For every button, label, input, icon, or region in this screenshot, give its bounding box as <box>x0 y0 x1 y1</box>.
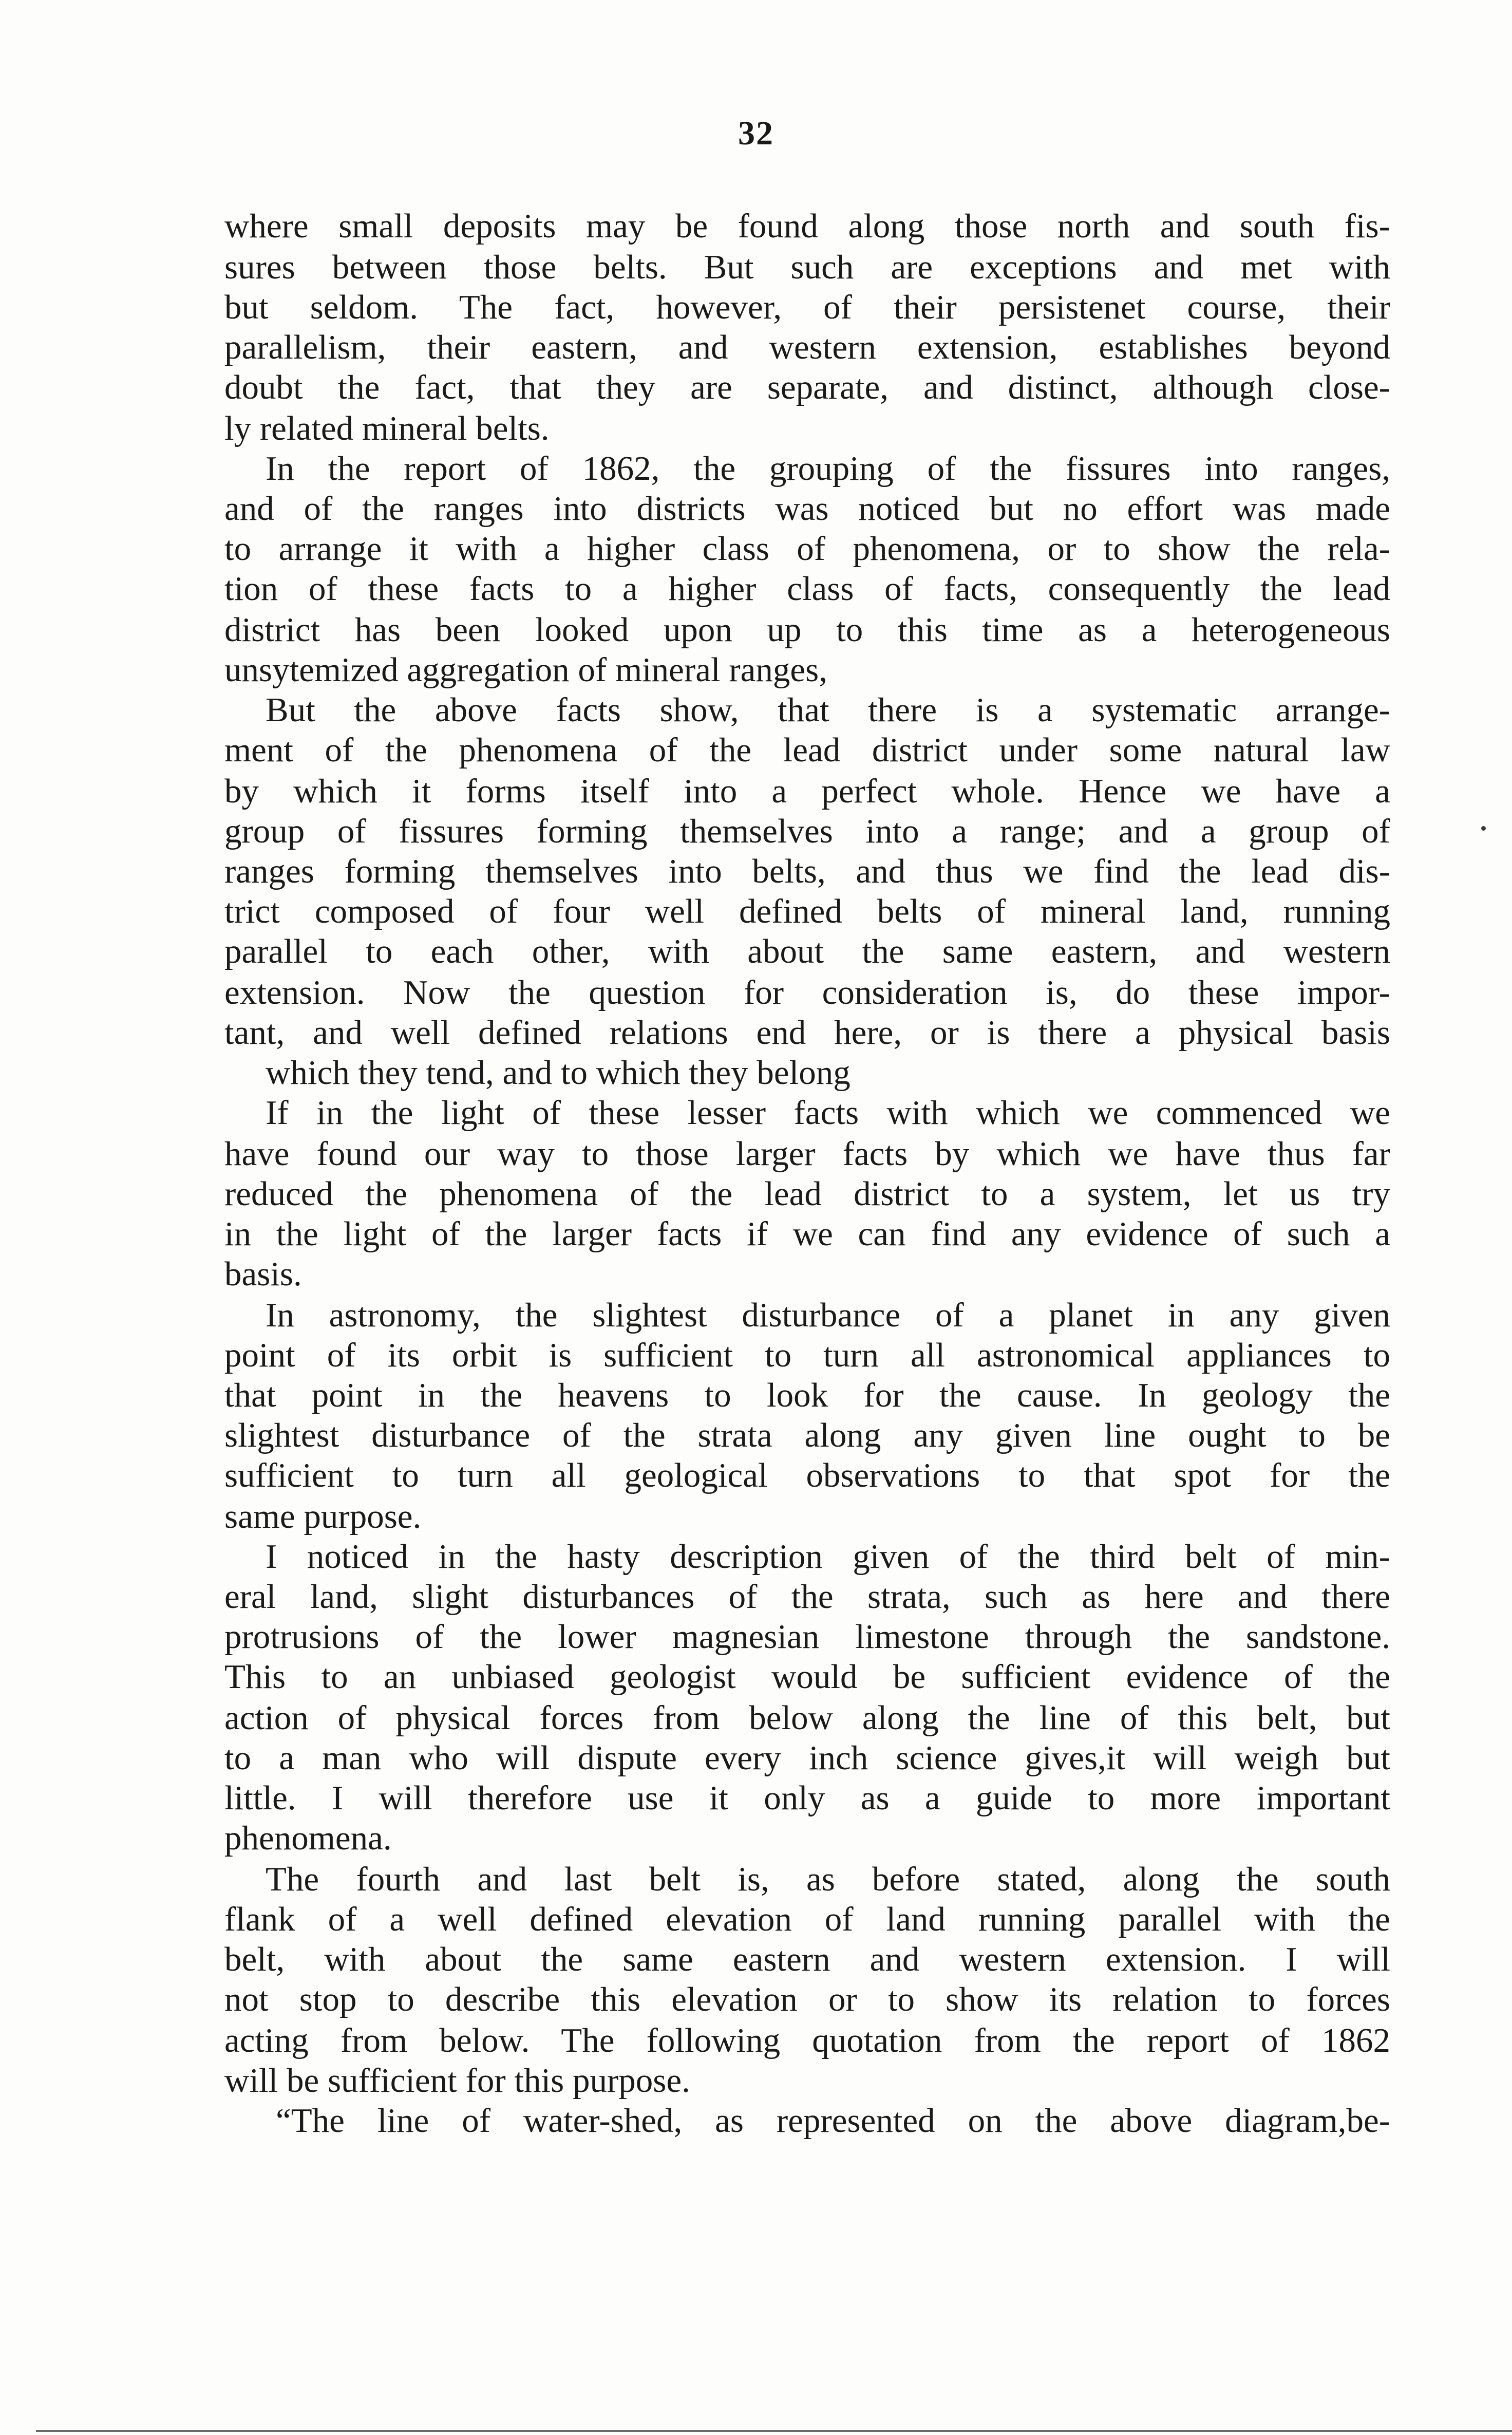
text-line: ment of the phenomena of the lead district under some natural law <box>224 731 1390 769</box>
text-line: tion of these facts to a higher class of facts, consequently the lead <box>224 570 1390 608</box>
text-line: that point in the heavens to look for the cause. In geology the <box>224 1376 1390 1414</box>
text-line: This to an unbiased geologist would be sufficient evidence of the <box>224 1658 1390 1696</box>
text-line: parallelism, their eastern, and western extension, establishes beyond <box>224 328 1390 366</box>
text-line: doubt the fact, that they are separate, and distinct, although close- <box>224 368 1390 406</box>
text-line: in the light of the larger facts if we can find any evidence of such a <box>224 1215 1390 1253</box>
paragraph-start-line: In the report of 1862, the grouping of the fissures into ranges, <box>266 449 1390 488</box>
paragraph-start-line: But the above facts show, that there is a systematic arrange- <box>266 691 1390 729</box>
text-line: tant, and well defined relations end here, or is there a physical basis <box>224 1014 1390 1052</box>
text-line: ly related mineral belts. <box>224 409 550 447</box>
text-line: flank of a well defined elevation of land running parallel with the <box>224 1900 1390 1938</box>
paragraph-start-line: I noticed in the hasty description given of the third belt of min- <box>266 1538 1390 1576</box>
paragraph-start-line: In astronomy, the slightest disturbance of a planet in any given <box>266 1296 1390 1334</box>
text-line: where small deposits may be found along those north and south fis- <box>224 207 1390 245</box>
text-line: trict composed of four well defined belts of mineral land, running <box>224 892 1390 930</box>
text-line: to a man who will dispute every inch science gives,it will weigh but <box>224 1739 1390 1777</box>
text-line: sufficient to turn all geological observations to that spot for the <box>224 1456 1390 1494</box>
text-line: group of fissures forming themselves into a range; and a group of <box>224 812 1390 850</box>
text-line: will be sufficient for this purpose. <box>224 2062 690 2100</box>
text-line: reduced the phenomena of the lead district to a system, let us try <box>224 1175 1390 1213</box>
page-number: 32 <box>738 115 774 152</box>
text-line: not stop to describe this elevation or to show its relation to forces <box>224 1980 1390 2018</box>
text-line: phenomena. <box>224 1819 392 1857</box>
text-line: little. I will therefore use it only as a guide to more important <box>224 1779 1390 1817</box>
text-line: extension. Now the question for consideration is, do these impor- <box>224 973 1390 1012</box>
text-line: but seldom. The fact, however, of their persistenet course, their <box>224 288 1390 326</box>
text-line: acting from below. The following quotation from the report of 1862 <box>224 2021 1390 2059</box>
text-line: to arrange it with a higher class of phenomena, or to show the rela- <box>224 530 1390 568</box>
text-line: and of the ranges into districts was noticed but no effort was made <box>224 490 1390 528</box>
text-line: which they tend, and to which they belong <box>266 1054 850 1092</box>
text-line: eral land, slight disturbances of the strata, such as here and there <box>224 1578 1390 1616</box>
paragraph-start-line: If in the light of these lesser facts with which we commenced we <box>266 1094 1390 1132</box>
paragraph-start-line: “The line of water-shed, as represented on the above diagram,be- <box>276 2102 1390 2140</box>
text-line: point of its orbit is sufficient to turn all astronomical appliances to <box>224 1336 1390 1374</box>
text-line: have found our way to those larger facts by which we have thus far <box>224 1135 1390 1173</box>
page-bottom-rule <box>36 2430 1512 2432</box>
text-line: sures between those belts. But such are exceptions and met with <box>224 248 1390 286</box>
paragraph-start-line: The fourth and last belt is, as before stated, along the south <box>266 1860 1390 1898</box>
text-line: protrusions of the lower magnesian limestone through the sandstone. <box>224 1618 1390 1656</box>
text-line: slightest disturbance of the strata along any given line ought to be <box>224 1416 1390 1454</box>
text-line: basis. <box>224 1255 302 1293</box>
text-line: parallel to each other, with about the same eastern, and western <box>224 932 1390 970</box>
text-line: belt, with about the same eastern and western extension. I will <box>224 1940 1390 1978</box>
text-line: by which it forms itself into a perfect whole. Hence we have a <box>224 772 1390 810</box>
text-line: district has been looked upon up to this time as a heterogeneous <box>224 611 1390 649</box>
text-line: action of physical forces from below along the line of this belt, but <box>224 1699 1390 1737</box>
text-line: ranges forming themselves into belts, and thus we find the lead dis- <box>224 852 1390 890</box>
stray-mark <box>1481 826 1486 831</box>
text-line: same purpose. <box>224 1497 422 1535</box>
text-line: unsytemized aggregation of mineral ranges, <box>224 651 827 689</box>
